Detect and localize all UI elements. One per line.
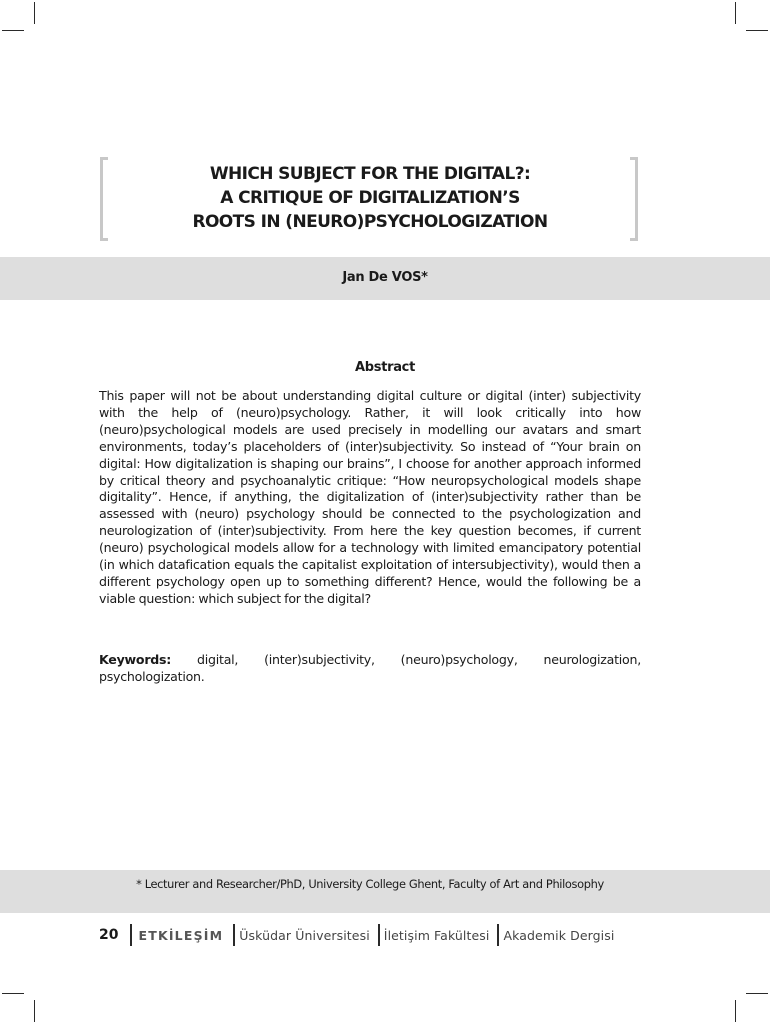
running-footer <box>99 924 618 946</box>
abstract-text: This paper will not be about understanding digital culture or digital (inter) subjectivity with the help of (neuro)psychology. Rather, it will look critically into how (neuro)psychological models are used precisely in modelling our avatars and smart environments, today’s placeholders of (inter)subjectivity. So instead of “Your brain on digital: How digitalization is shaping our brains”, I choose for another approach informed by critical theory and psychoanalytic critique: “How neuropsychological models shape digitality”. Hence, if anything, the digitalization of (inter)subjectivity rather than be assessed with (neuro) psychology should be connected to the psychologization and neurologization of (inter)subjectivity. From here the key question becomes, if current (neuro) psychological models allow for a technology with limited emancipatory potential (in which datafication equals the capitalist exploitation of intersubjectivity), would then a different psychology open up to something different? Hence, would the following be a viable question: which subject for the digital? <box>99 388 641 606</box>
title-line: ROOTS IN (NEURO)PSYCHOLOGIZATION <box>192 212 548 232</box>
title-line: A CRITIQUE OF DIGITALIZATION’S <box>220 188 520 208</box>
keywords <box>99 652 641 686</box>
author-footnote: * Lecturer and Researcher/PhD, University College Ghent, Faculty of Art and Philosophy <box>136 877 604 891</box>
crop-mark <box>735 2 736 24</box>
paper-title <box>120 162 620 234</box>
title-bracket-left <box>100 157 108 241</box>
journal-name: ETKİLEŞİM <box>138 927 224 943</box>
title-line: WHICH SUBJECT FOR THE DIGITAL?: <box>209 164 531 184</box>
author-name: Jan De VOS* <box>342 270 428 285</box>
footer-separator <box>130 924 132 946</box>
abstract-heading: Abstract <box>354 360 416 375</box>
page-number: 20 <box>99 927 119 943</box>
footer-journal-type: Akademik Dergisi <box>503 927 615 943</box>
crop-mark <box>34 2 35 24</box>
footer-separator <box>233 924 235 946</box>
keywords-label: Keywords: <box>99 652 172 667</box>
footer-university: Üsküdar Üniversitesi <box>239 927 370 943</box>
crop-mark <box>746 30 768 31</box>
crop-mark <box>2 993 24 994</box>
keywords-list: digital, (inter)subjectivity, (neuro)psychology, neurologization, psychologization. <box>99 652 641 684</box>
crop-mark <box>735 1000 736 1022</box>
footer-separator <box>497 924 499 946</box>
footer-faculty: İletişim Fakültesi <box>383 927 490 943</box>
crop-mark <box>34 1000 35 1022</box>
title-bracket-right <box>630 157 638 241</box>
crop-mark <box>746 993 768 994</box>
footer-separator <box>378 924 380 946</box>
crop-mark <box>2 30 24 31</box>
